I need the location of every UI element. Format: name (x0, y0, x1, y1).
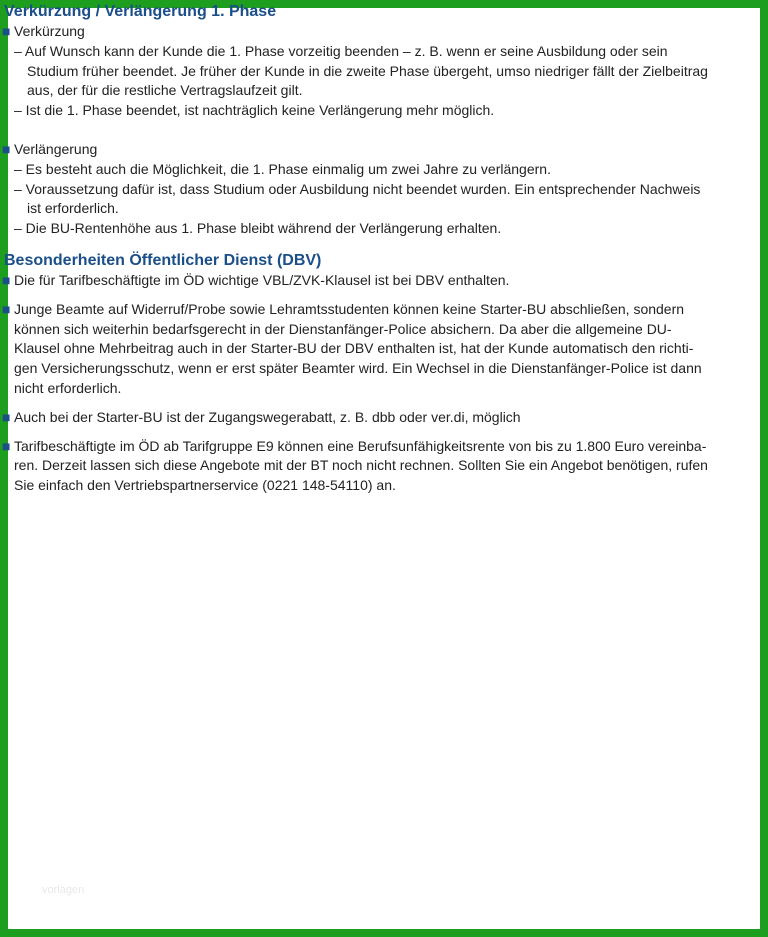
watermark-text: vorlagen (42, 884, 85, 896)
list-item: – Es besteht auch die Möglichkeit, die 1. Phase einmalig um zwei Jahre zu verlängern. (14, 160, 551, 177)
bullet-continuation: gen Versicherungsschutz, wenn er erst später Beamter wird. Ein Wechsel in die Dienstanfänger-Police ist dann (14, 360, 702, 377)
bullet-icon: ■ (2, 271, 11, 288)
sub-label-verkuerzung: ■ Verkürzung (8, 22, 760, 42)
bullet-icon: ■ (2, 23, 11, 39)
list-item-continuation: ist erforderlich. (27, 200, 119, 217)
section-heading-dbv: Besonderheiten Öffentlicher Dienst (DBV) (4, 251, 322, 269)
document-content (2, 3, 760, 496)
bullet-icon: ■ (2, 408, 11, 425)
bullet-icon: ■ (2, 437, 11, 454)
list-item: – Voraussetzung dafür ist, dass Studium oder Ausbildung nicht beendet wurden. Ein entsprechender Nachweis (14, 180, 701, 197)
bullet-item: ■ Die für Tarifbeschäftigte im ÖD wichtige VBL/ZVK-Klausel ist bei DBV enthalten. (8, 271, 760, 291)
list-item-continuation: Studium früher beendet. Je früher der Kunde in die zweite Phase übergeht, umso niedriger fällt der Zielbeitrag (27, 62, 708, 79)
bullet-continuation: nicht erforderlich. (14, 379, 122, 396)
bullet-item: ■ Junge Beamte auf Widerruf/Probe sowie Lehramtsstudenten können keine Starter-BU abschließen, sondern (8, 300, 760, 320)
bullet-continuation: Klausel ohne Mehrbeitrag auch in der Starter-BU der DBV enthalten ist, hat der Kunde automatisch den richti- (14, 340, 694, 357)
bullet-continuation: Sie einfach den Vertriebspartnerservice (0221 148-54110) an. (14, 477, 396, 494)
list-item: – Die BU-Rentenhöhe aus 1. Phase bleibt während der Verlängerung erhalten. (14, 220, 502, 237)
list-item-continuation: aus, der für die restliche Vertragslaufzeit gilt. (27, 82, 303, 99)
list-item: – Ist die 1. Phase beendet, ist nachträglich keine Verlängerung mehr möglich. (14, 102, 495, 119)
bullet-icon: ■ (2, 300, 11, 317)
bullet-item: ■ Tarifbeschäftigte im ÖD ab Tarifgruppe E9 können eine Berufsunfähigkeitsrente von bis zu 1.800 Euro vereinba- (8, 437, 760, 457)
sub-label-verlaengerung: ■ Verlängerung (8, 140, 760, 160)
bullet-continuation: ren. Derzeit lassen sich diese Angebote mit der BT noch nicht rechnen. Sollten Sie ein Angebot benötigen, rufen (14, 457, 708, 474)
bullet-continuation: können sich weiterhin bedarfsgerecht in der Dienstanfänger-Police absichern. Da aber die allgemeine DU- (14, 320, 672, 337)
section-heading-phase1: Verkürzung / Verlängerung 1. Phase (4, 3, 277, 20)
list-item: – Auf Wunsch kann der Kunde die 1. Phase vorzeitig beenden – z. B. wenn er seine Ausbildung oder sein (14, 42, 668, 59)
bullet-icon: ■ (2, 140, 11, 157)
document-page (2, 3, 760, 929)
bullet-item: ■ Auch bei der Starter-BU ist der Zugangswegerabatt, z. B. dbb oder ver.di, möglich (8, 408, 760, 428)
